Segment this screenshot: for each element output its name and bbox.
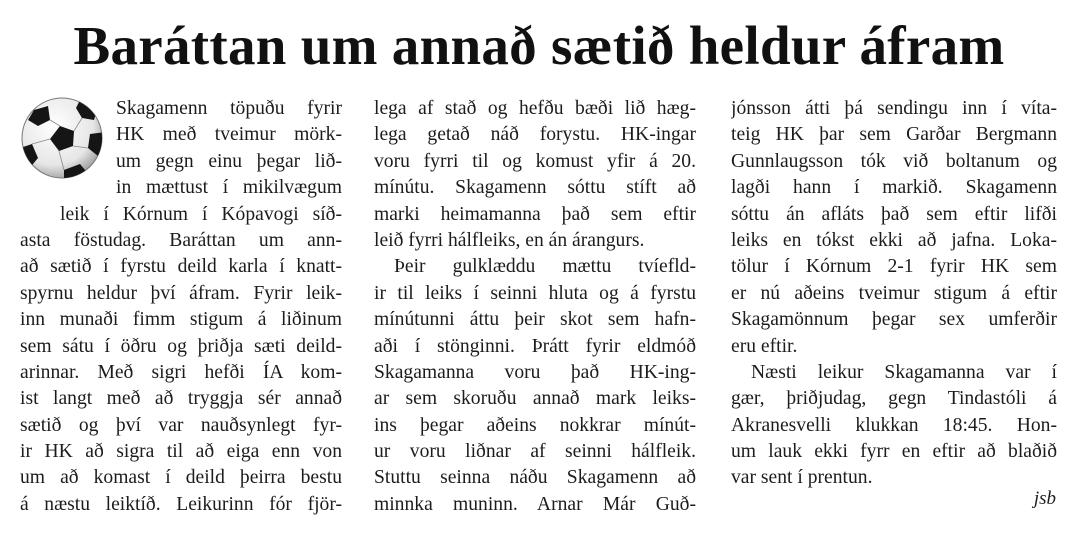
article-line: sóttu án afláts það sem eftir lifði <box>731 203 1057 225</box>
article-line: asta föstudag. Baráttan um ann- <box>20 229 342 251</box>
article-line: Gunnlaugsson tók við boltanum og <box>731 150 1057 172</box>
article-line: Skagamönnum þegar sex umferðir <box>731 309 1057 331</box>
article-line: á næstu leiktíð. Leikurinn fór fjör- <box>20 493 342 515</box>
article-line: lagði hann í markið. Skagamenn <box>731 177 1057 199</box>
article-line: Næsti leikur Skagamanna var í <box>751 361 1057 383</box>
headline: Baráttan um annað sætið heldur áfram <box>73 15 1005 76</box>
article-line: lega getað náð forystu. HK-ingar <box>374 124 696 146</box>
article-line: um gegn einu þegar lið- <box>116 150 342 172</box>
article-line: voru fyrri til og komust yfir á 20. <box>374 150 696 172</box>
article-line: arinnar. Með sigri hefði ÍA kom- <box>20 361 342 383</box>
article-line: leik í Kórnum í Kópavogi síð- <box>60 203 342 225</box>
article-line: Þeir gulklæddu mættu tvíefld- <box>394 256 696 278</box>
article-line: ist langt með að tryggja sér annað <box>20 388 342 410</box>
article-line: lega af stað og hefðu bæði lið hæg- <box>374 98 696 119</box>
article-line: gær, þriðjudag, gegn Tindastóli á <box>731 388 1057 410</box>
article-line: um lauk ekki fyrr en eftir að blaðið <box>731 441 1057 463</box>
article-line: mínútunni áttu þeir skot sem hafn- <box>374 309 696 331</box>
article-line: aði í stönginni. Þrátt fyrir eldmóð <box>374 335 696 357</box>
article-line: jónsson átti þá sendingu inn í víta- <box>731 98 1057 119</box>
article-line: mínútu. Skagamenn sóttu stíft að <box>374 177 696 199</box>
article-line: sem sátu í öðru og þriðja sæti deild- <box>20 335 342 357</box>
article-line: ir til leiks í seinni hluta og á fyrstu <box>374 282 696 304</box>
article-column-1 <box>20 96 342 518</box>
article-line: var sent í prentun. <box>731 467 873 489</box>
article-line: marki heimamanna það sem eftir <box>374 203 696 225</box>
article-line: Skagamenn töpuðu fyrir <box>116 98 342 119</box>
article-line: HK með tveimur mörk- <box>116 124 342 146</box>
article-line: Stuttu seinna náðu Skagamenn að <box>374 467 696 489</box>
article-line: ar sem skoruðu annað mark leiks- <box>374 388 696 410</box>
article-line: leiks en tókst ekki að jafna. Loka- <box>731 229 1057 251</box>
article-line: ur voru liðnar af seinni hálfleik. <box>374 441 696 463</box>
author-signature: jsb <box>1033 488 1056 509</box>
article-line: tölur í Kórnum 2-1 fyrir HK sem <box>731 256 1057 278</box>
article-column-2 <box>374 96 696 518</box>
article-line: Skagamanna voru það HK-ing- <box>374 361 696 383</box>
article-line: er nú aðeins tveimur stigum á eftir <box>731 282 1057 304</box>
article-line: um að komast í deild þeirra bestu <box>20 467 342 489</box>
article-line: in mættust í mikilvægum <box>116 177 342 199</box>
article-line: minnka muninn. Arnar Már Guð- <box>374 493 696 515</box>
article-line: ins þegar aðeins nokkrar mínút- <box>374 414 696 436</box>
article-line: sætið og því var nauðsynlegt fyr- <box>20 414 342 436</box>
article-line: leið fyrri hálfleiks, en án árangurs. <box>374 229 645 251</box>
article-line: inn munaði fimm stigum á liðinum <box>20 309 342 331</box>
article-line: teig HK þar sem Garðar Bergmann <box>731 124 1057 146</box>
article-line: ir HK að sigra til að eiga enn von <box>20 441 342 463</box>
article-column-3 <box>731 96 1057 492</box>
article-line: spyrnu heldur því áfram. Fyrir leik- <box>20 282 342 304</box>
article-line: að sætið í fyrstu deild karla í knatt- <box>20 256 342 278</box>
article-line: eru eftir. <box>731 335 798 357</box>
article-line: Akranesvelli klukkan 18:45. Hon- <box>731 414 1057 436</box>
